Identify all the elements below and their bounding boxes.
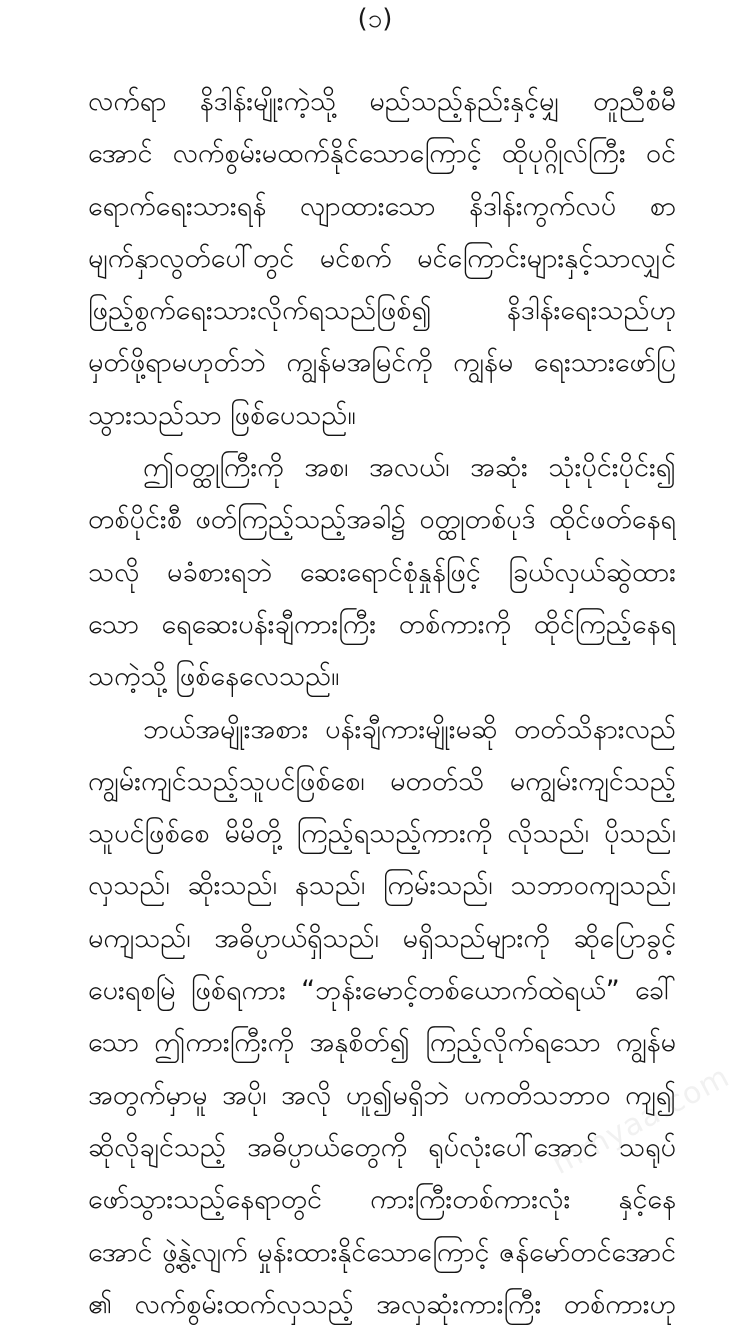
text-line: လှသည်၊ ဆိုးသည်၊ နသည်၊ ကြမ်းသည်၊ သဘာဝကျသည်၊	[88, 870, 676, 902]
page-number: (၁)	[357, 4, 393, 34]
text-line: အောင် လက်စွမ်းမထက်နိုင်သောကြောင့် ထိုပုဂ္ဂိုလ်ကြီး ဝင်	[88, 138, 676, 170]
text-line: သွားသည်သာ ဖြစ်ပေသည်။	[88, 399, 356, 431]
text-line: ဆိုလိုချင်သည့် အဓိပ္ပာယ်တွေကို ရုပ်လုံးပေါ်အောင် သရုပ်	[88, 1131, 676, 1163]
text-line: အတွက်မှာမူ အပို၊ အလို ဟူ၍မရှိဘဲ ပကတိသဘာဝ ကျ၍	[88, 1079, 676, 1111]
text-line: သော ရေဆေးပန်းချီကားကြီး တစ်ကားကို ထိုင်ကြည့်နေရ	[88, 608, 676, 640]
text-line: ၏ လက်စွမ်းထက်လှသည့် အလှဆုံးကားကြီး တစ်ကားဟု	[88, 1288, 676, 1320]
text-line: သူပင်ဖြစ်စေ မိမိတို့ ကြည့်ရသည့်ကားကို လိုသည်၊ ပိုသည်၊	[88, 818, 676, 850]
text-line: ပေးရစမြဲ ဖြစ်ရကား “ဘုန်းမောင့်တစ်ယောက်ထဲရယ်” ခေါ်	[88, 975, 676, 1007]
watermark: mmyaa.com	[546, 1059, 736, 1182]
text-line: ဖော်သွားသည့်နေရာတွင် ကားကြီးတစ်ကားလုံး နှင့်နေ	[88, 1184, 676, 1216]
text-line: မှတ်ဖို့ရာမဟုတ်ဘဲ ကျွန်မအမြင်ကို ကျွန်မ ရေးသားဖော်ပြ	[88, 347, 676, 379]
text-line: ဤဝတ္ထုကြီးကို အစ၊ အလယ်၊ အဆုံး သုံးပိုင်းပိုင်း၍	[143, 452, 676, 484]
text-line: ရောက်ရေးသားရန် လျာထားသော နိဒါန်းကွက်လပ် စာ	[88, 190, 676, 222]
text-line: မကျသည်၊ အဓိပ္ပာယ်ရှိသည်၊ မရှိသည်များကို ဆိုပြောခွင့်	[88, 922, 676, 954]
text-line: သကဲ့သို့ ဖြစ်နေလေသည်။	[88, 661, 340, 693]
text-line: ဖြည့်စွက်ရေးသားလိုက်ရသည်ဖြစ်၍ နိဒါန်းရေးသည်ဟု	[88, 295, 676, 327]
text-line: သလို မခံစားရဘဲ ဆေးရောင်စုံနှုန်ဖြင့် ခြယ်လှယ်ဆွဲထား	[88, 556, 676, 588]
text-line: အောင် ဖွဲ့နွဲ့လျက် မှုန်းထားနိုင်သောကြောင့် ဇန်မော်တင်အောင်	[88, 1236, 676, 1268]
text-line: လက်ရာ နိဒါန်းမျိုးကဲ့သို့ မည်သည့်နည်းနှင့်မျှ တူညီစံမီ	[88, 86, 676, 117]
text-line: ကျွမ်းကျင်သည့်သူပင်ဖြစ်စေ၊ မတတ်သိ မကျွမ်းကျင်သည့်	[88, 765, 676, 797]
text-line: မျက်နှာလွတ်ပေါ်တွင် မင်စက် မင်ကြောင်းများနှင့်သာလျှင်	[88, 242, 676, 274]
text-line: ဘယ်အမျိုးအစား ပန်းချီကားမျိုးမဆို တတ်သိနားလည်	[143, 713, 676, 745]
text-line: တစ်ပိုင်းစီ ဖတ်ကြည့်သည့်အခါ၌ ဝတ္ထုတစ်ပုဒ် ထိုင်ဖတ်နေရ	[88, 504, 676, 536]
text-line: သော ဤကားကြီးကို အနုစိတ်၍ ကြည့်လိုက်ရသော ကျွန်မ	[88, 1027, 676, 1059]
